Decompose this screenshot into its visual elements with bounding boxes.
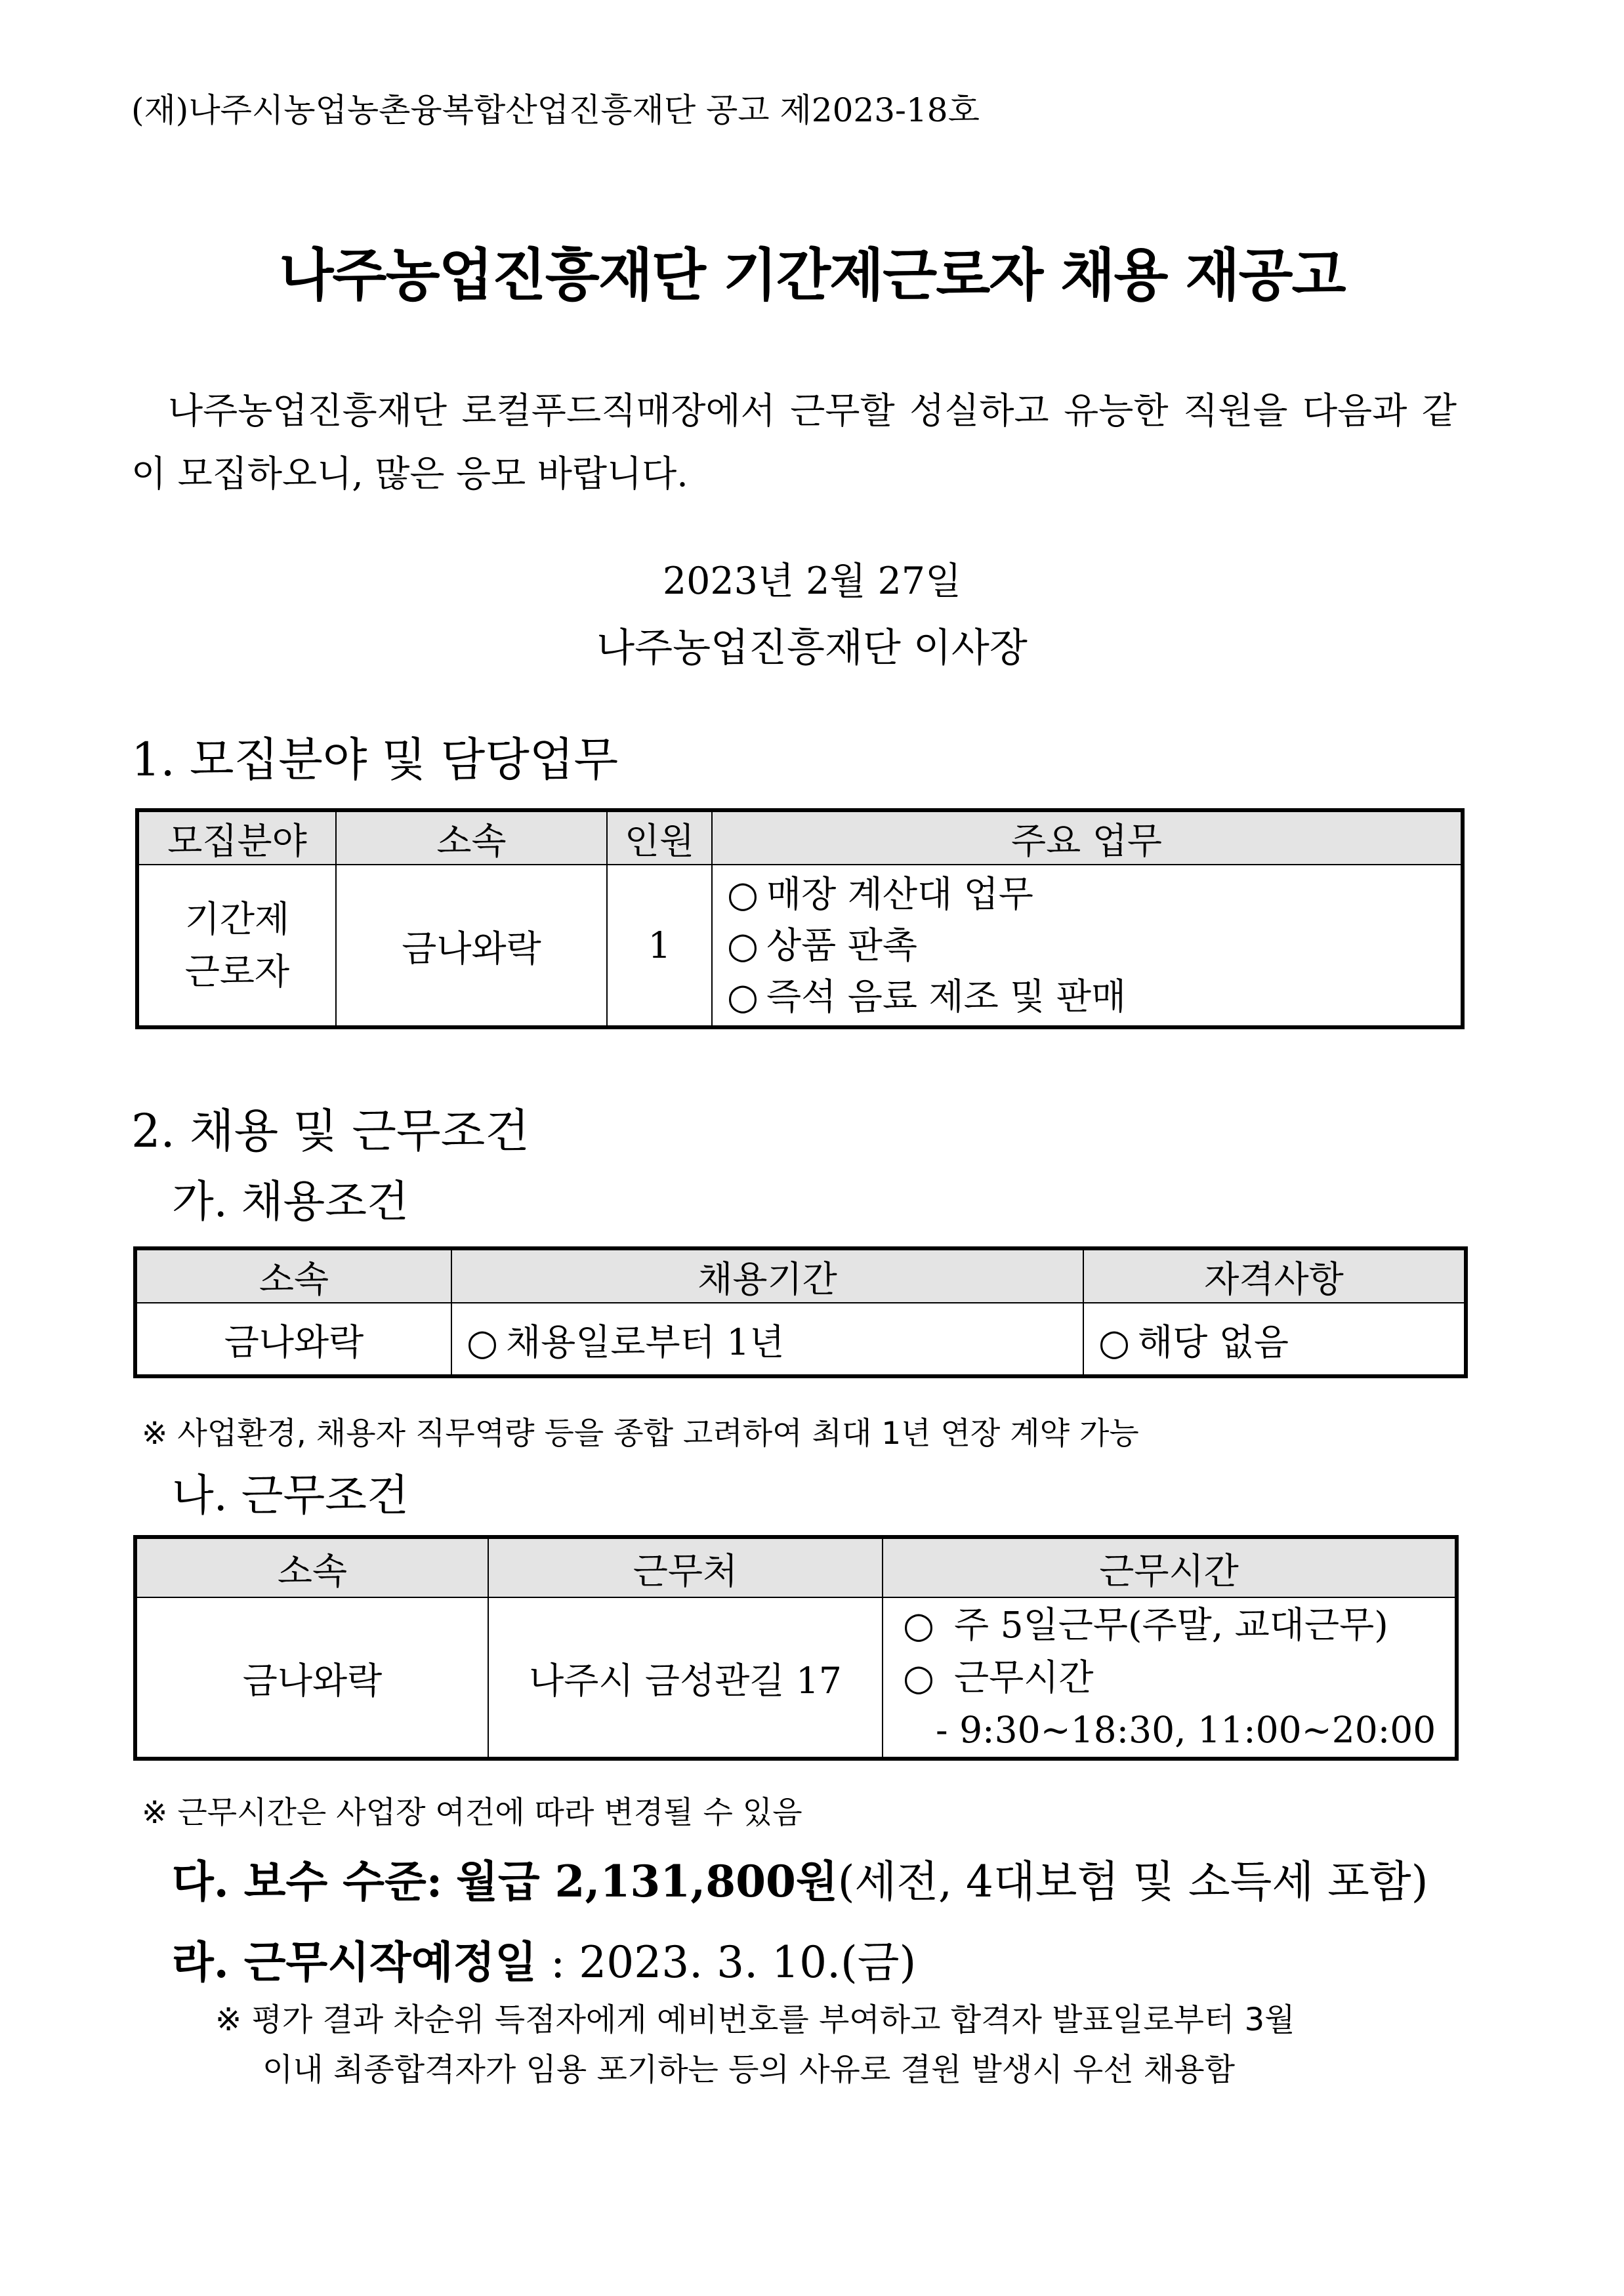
notice-number: (재)나주시농업농촌융복합산업진흥재단 공고 제2023-18호 [131,91,980,129]
signer: 나주농업진흥재단 이사장 [596,625,1028,671]
salary-amount: 월급 2,131,800원 [456,1856,838,1907]
table-row [137,865,1463,1027]
page-title: 나주농업진흥재단 기간제근로자 채용 재공고 [279,243,1345,308]
hours-cell [883,1597,1457,1759]
bullet-icon: ○ [727,975,759,1017]
duties-cell [712,865,1463,1027]
salary-detail: (세전, 4대보험 및 소득세 포함) [837,1856,1428,1907]
table-header: 인원 [607,810,712,865]
table-header-row [135,1537,1457,1597]
table-header: 근무시간 [883,1537,1457,1597]
salary-label: 다. 보수 수준: [172,1856,443,1907]
bullet-icon: ○ [727,873,759,915]
dept-cell: 금나와락 [336,865,607,1027]
period-cell: ○ 채용일로부터 1년 [451,1303,1083,1376]
table-header-row [137,810,1463,865]
salary-line [172,1847,1428,1909]
table-header: 소속 [135,1248,451,1303]
intro-text: 나주농업진흥재단 로컬푸드직매장에서 근무할 성실하고 유능한 직원을 다음과 같이 모집하오니, 많은 응모 바랍니다. [131,390,1457,495]
bullet-icon: ○ [1098,1321,1130,1363]
extension-note: ※ 사업환경, 채용자 직무역량 등을 종합 고려하여 최대 1년 연장 계약 가능 [142,1416,1139,1452]
dept-cell: 금나와락 [135,1597,488,1759]
notice-date: 2023년 2월 27일 [662,560,962,603]
hours-line: ○ 근무시간 [903,1651,1455,1704]
duty-item: ○ 매장 계산대 업무 [727,869,1461,920]
hours-line: ○ 주 5일근무(주말, 교대근무) [903,1599,1455,1651]
section1-heading: 1. 모집분야 및 담당업무 [131,733,619,787]
bullet-icon: ○ [727,924,759,966]
duty-item: ○ 상품 판촉 [727,920,1461,971]
duty-item: ○ 즉석 음료 제조 및 판매 [727,971,1461,1022]
bullet-icon: ○ [903,1604,934,1646]
field-line: 기간제 [184,898,290,940]
employment-conditions-table [133,1246,1468,1378]
section2-heading: 2. 채용 및 근무조건 [131,1104,530,1158]
bullet-icon: ○ [903,1656,934,1698]
start-date-line [172,1927,916,1990]
working-conditions-table [133,1535,1459,1761]
table-header: 주요 업무 [712,810,1463,865]
field-line: 근로자 [184,951,290,993]
intro-paragraph [131,379,1457,505]
table-header-row [135,1248,1466,1303]
table-header: 근무처 [488,1537,883,1597]
table-header: 자격사항 [1083,1248,1466,1303]
count-cell: 1 [607,865,712,1027]
qualification-cell: ○ 해당 없음 [1083,1303,1466,1376]
reserve-note-line2: 이내 최종합격자가 임용 포기하는 등의 사유로 결원 발생시 우선 채용함 [262,2051,1235,2088]
subsection-a-heading: 가. 채용조건 [172,1176,409,1227]
start-date-separator: : [537,1937,579,1988]
table-header: 소속 [336,810,607,865]
table-header: 채용기간 [451,1248,1083,1303]
recruitment-table [135,808,1465,1029]
reserve-note-line1: ※ 평가 결과 차순위 득점자에게 예비번호를 부여하고 합격자 발표일로부터 3월 [215,2001,1295,2038]
subsection-b-heading: 나. 근무조건 [172,1470,409,1521]
start-date-value: 2023. 3. 10.(금) [579,1937,917,1988]
bullet-icon: ○ [467,1321,498,1363]
dept-cell: 금나와락 [135,1303,451,1376]
field-cell [137,865,336,1027]
table-row [135,1597,1457,1759]
hours-line: - 9:30~18:30, 11:00~20:00 [936,1709,1436,1751]
start-date-label: 라. 근무시작예정일 [172,1937,537,1988]
hours-note: ※ 근무시간은 사업장 여건에 따라 변경될 수 있음 [142,1795,802,1831]
location-cell: 나주시 금성관길 17 [488,1597,883,1759]
table-header: 모집분야 [137,810,336,865]
table-row [135,1303,1466,1376]
table-header: 소속 [135,1537,488,1597]
